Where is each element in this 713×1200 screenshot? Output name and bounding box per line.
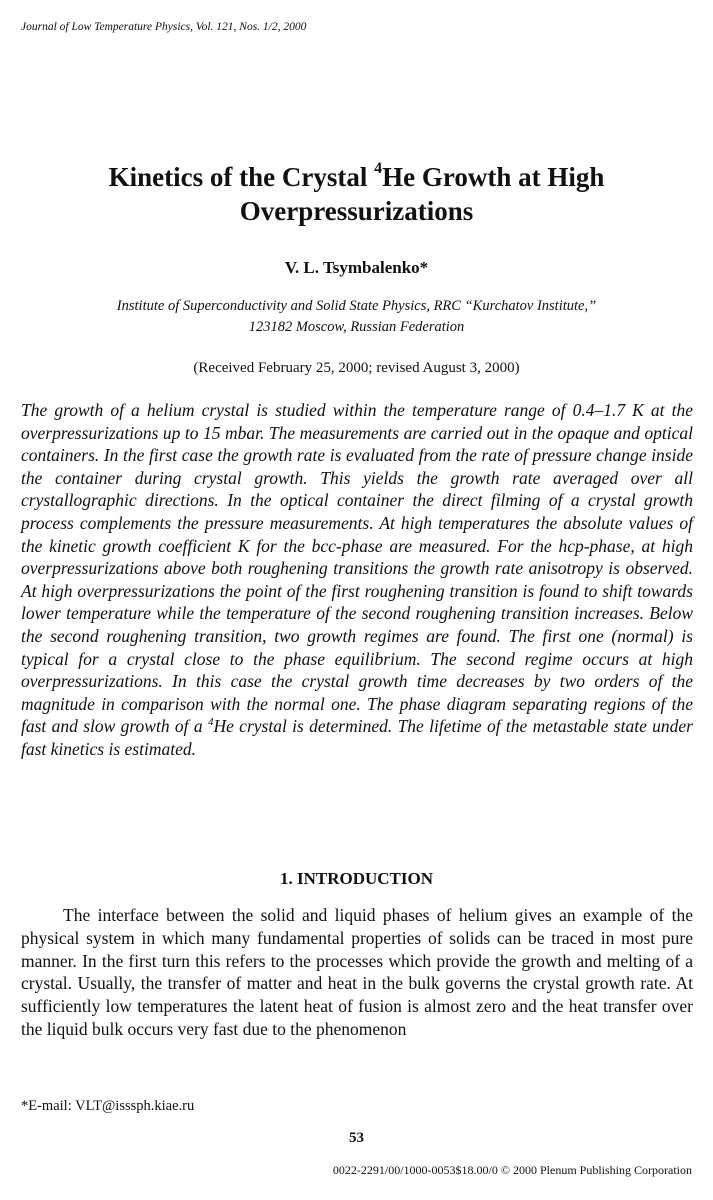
introduction-paragraph: The interface between the solid and liquid phases of helium gives an example of the physical system in which many fundamental properties of solids can be traced in most pure manner. In the first turn this refers to the processes which provide the growth and melting of a crystal. Usually, the transfer of matter and heat in the bulk governs the crystal growth rate. At sufficiently low temperatures the latent heat of fusion is almost zero and the heat transfer over the liquid bulk occurs very fast due to the phenomenon xyxy=(21,905,693,1039)
author-name: V. L. Tsymbalenko* xyxy=(284,258,429,277)
title-part1: Kinetics of the Crystal xyxy=(108,162,375,192)
copyright-line: 0022-2291/00/1000-0053$18.00/0 © 2000 Plenum Publishing Corporation xyxy=(332,1163,692,1177)
title-isotope-superscript: 4 xyxy=(374,160,383,177)
affiliation-line-1: Institute of Superconductivity and Solid State Physics, RRC “Kurchatov Institute,” xyxy=(116,298,597,314)
paper-title xyxy=(40,160,673,228)
running-head: Journal of Low Temperature Physics, Vol. 121, Nos. 1/2, 2000 xyxy=(21,21,307,33)
title-part2: He Growth at High Overpressurizations xyxy=(239,162,605,226)
section-heading-introduction: 1. INTRODUCTION xyxy=(279,869,434,888)
abstract-part2: He crystal is determined. The lifetime of the metastable state under fast kinetics is estimated. xyxy=(21,716,693,759)
abstract-part1: The growth of a helium crystal is studied within the temperature range of 0.4–1.7 K at the overpressurizations up to 15 mbar. The measurements are carried out in the opaque and optical containers. In the first case the growth rate is evaluated from the rate of pressure change inside the container during crystal growth. This yields the growth rate averaged over all crystallographic directions. In the optical container the direct filming of a crystal growth process complements the pressure measurements. At high temperatures the absolute values of the kinetic growth coefficient K for the bcc-phase are measured. For the hcp-phase, at high overpressurizations above both roughening transitions the growth rate anisotropy is observed. At high overpressurizations the point of the first roughening transition is found to shift towards lower temperature while the temperature of the second roughening transition increases. Below the second roughening transition, two growth regimes are found. The first one (normal) is typical for a crystal close to the phase equilibrium. The second regime occurs at high overpressurizations. In this case the crystal growth time decreases by two orders of the magnitude in comparison with the normal one. The phase diagram separating regions of the fast and slow growth of a xyxy=(21,400,693,737)
abstract-isotope-superscript: 4 xyxy=(207,716,214,729)
received-dates: (Received February 25, 2000; revised August 3, 2000) xyxy=(193,360,520,376)
author-email-footnote: *E-mail: VLT@isssph.kiae.ru xyxy=(21,1098,195,1114)
affiliation xyxy=(40,296,673,338)
affiliation-line-2: 123182 Moscow, Russian Federation xyxy=(248,319,465,335)
abstract xyxy=(21,399,693,761)
page-number: 53 xyxy=(349,1130,364,1146)
